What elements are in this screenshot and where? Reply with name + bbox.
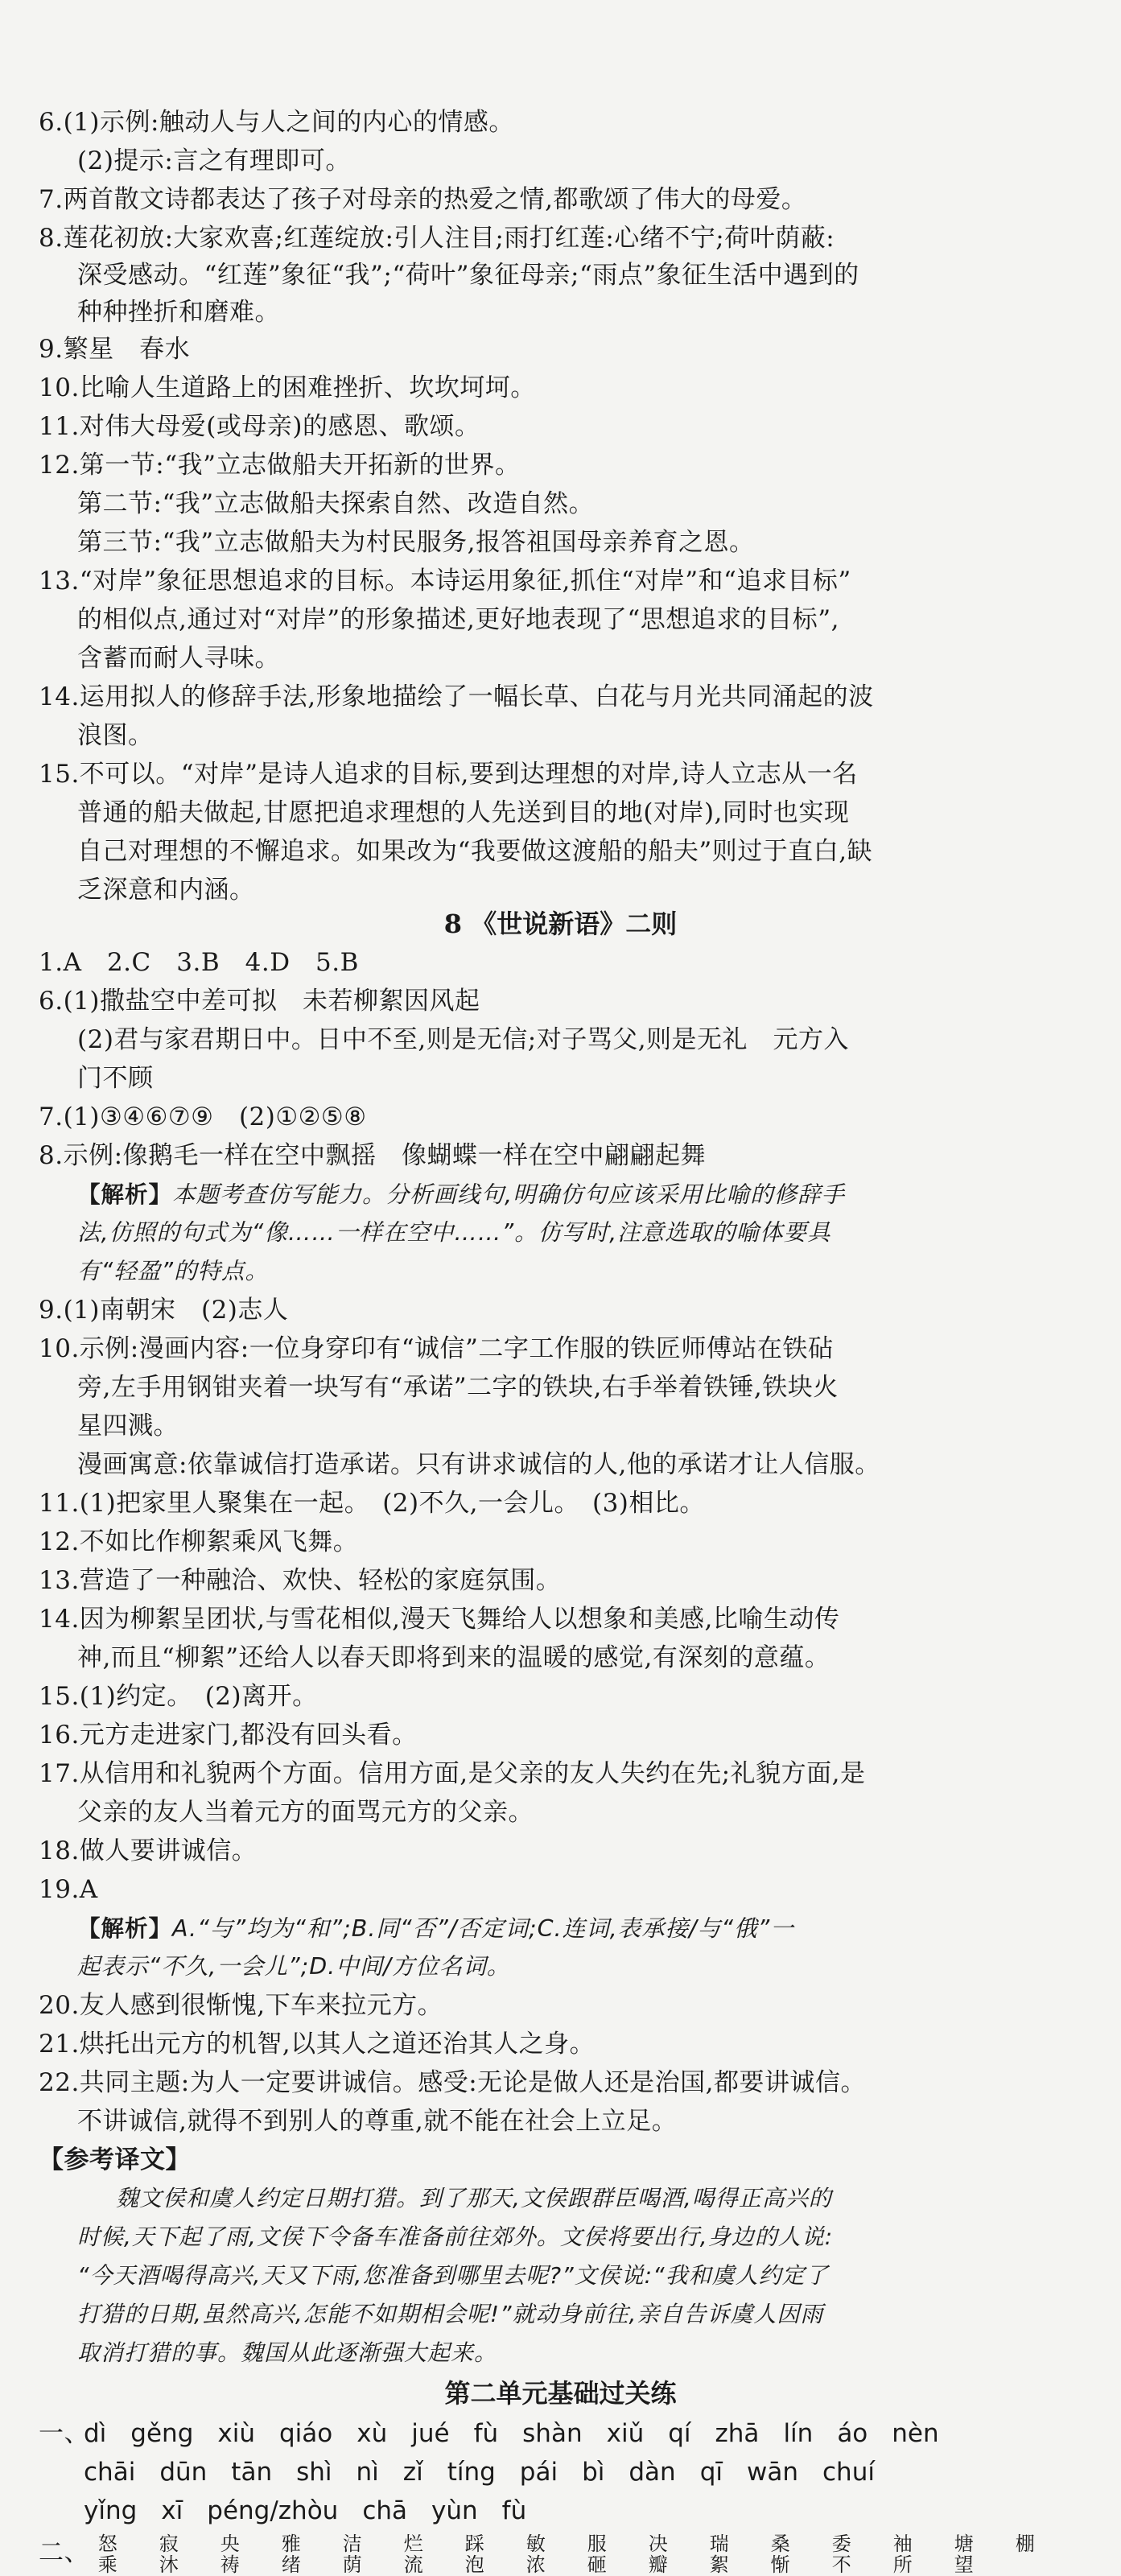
answer-line: 不讲诚信,就得不到别人的尊重,就不能在社会上立足。 [77, 2107, 678, 2136]
answer-line: 乏深意和内涵。 [77, 876, 255, 905]
hanzi-char: 荫 [342, 2553, 363, 2576]
chars-label: 二、 [39, 2538, 89, 2567]
answer-line: 20.友人感到很惭愧,下车来拉元方。 [39, 1991, 443, 2020]
answer-line: 第二节:“我”立志做船夫探索自然、改造自然。 [77, 489, 595, 518]
analysis-label: 【解析】 [77, 1914, 173, 1942]
answer-line: 15.(1)约定。 (2)离开。 [39, 1682, 318, 1711]
answer-line: 深受感动。“红莲”象征“我”;“荷叶”象征母亲;“雨点”象征生活中遇到的 [77, 261, 859, 290]
analysis-note: 法,仿照的句式为“像……一样在空中……”。仿写时,注意选取的喻体要具 [77, 1219, 831, 1246]
answer-line: 10.比喻人生道路上的困难挫折、坎坎坷坷。 [39, 373, 536, 402]
hanzi-char: 乘 [97, 2553, 118, 2576]
pinyin-syllable: fù [501, 2496, 527, 2525]
analysis-text: A.“与”均为“和”;B.同“否”/否定词;C.连词,表承接/与“俄”一 [172, 1915, 794, 1942]
hanzi-char: 敏 [525, 2533, 546, 2555]
pinyin-syllable: xī [161, 2496, 183, 2525]
pinyin-syllable: pái [519, 2458, 558, 2487]
answer-line: 12.不如比作柳絮乘风飞舞。 [39, 1527, 359, 1556]
hanzi-char: 浓 [525, 2553, 546, 2576]
pinyin-syllable: tān [231, 2458, 273, 2487]
hanzi-char: 泡 [464, 2553, 485, 2576]
pinyin-label: 一、 [39, 2419, 89, 2448]
answer-line: 种种挫折和磨难。 [77, 298, 280, 327]
pinyin-row [84, 2414, 1097, 2453]
answer-line: 14.因为柳絮呈团状,与雪花相似,漫天飞舞给人以想象和美感,比喻生动传 [39, 1605, 840, 1634]
hanzi-char: 不 [831, 2553, 852, 2576]
pinyin-syllable: qiáo [278, 2419, 333, 2448]
pinyin-syllable: shì [296, 2458, 332, 2487]
hanzi-char: 塘 [954, 2533, 975, 2555]
answer-line: 18.做人要讲诚信。 [39, 1836, 258, 1865]
hanzi-char: 砸 [587, 2553, 608, 2576]
chars-row [77, 2533, 1097, 2575]
pinyin-syllable: chuí [822, 2458, 875, 2487]
translation-heading: 【参考译文】 [39, 2145, 191, 2174]
translation-line: 时候,天下起了雨,文侯下令备车准备前往郊外。文侯将要出行,身边的人说: [77, 2224, 834, 2250]
pinyin-syllable: chāi [84, 2458, 136, 2487]
hanzi-char: 流 [403, 2553, 424, 2576]
analysis-note [77, 1175, 1097, 1214]
translation-line: 打猎的日期,虽然高兴,怎能不如期相会呢!”就动身前往,亲自告诉虞人因雨 [77, 2301, 824, 2327]
hanzi-char: 雅 [281, 2533, 302, 2555]
answer-line: 第三节:“我”立志做船夫为村民服务,报答祖国母亲养育之恩。 [77, 528, 755, 557]
pinyin-syllable: lín [783, 2419, 814, 2448]
pinyin-syllable: nèn [892, 2419, 939, 2448]
pinyin-syllable: yǐng [84, 2496, 138, 2525]
answer-line: 神,而且“柳絮”还给人以春天即将到来的温暖的感觉,有深刻的意蕴。 [77, 1643, 830, 1672]
translation-line: 取消打猎的事。魏国从此逐渐强大起来。 [77, 2339, 498, 2366]
answer-line: 13.营造了一种融洽、欢快、轻松的家庭氛围。 [39, 1566, 562, 1595]
answer-line: 7.(1)③④⑥⑦⑨ (2)①②⑤⑧ [39, 1103, 367, 1131]
answer-line: 6.(1)撒盐空中差可拟 未若柳絮因风起 [39, 987, 480, 1016]
answer-line: 漫画寓意:依靠诚信打造承诺。只有讲求诚信的人,他的承诺才让人信服。 [77, 1450, 880, 1479]
analysis-note [77, 1909, 1097, 1948]
pinyin-syllable: dūn [159, 2458, 208, 2487]
translation-line: “今天酒喝得高兴,天又下雨,您准备到哪里去呢?”文侯说:“我和虞人约定了 [77, 2262, 829, 2289]
answer-line: 19.A [39, 1875, 98, 1904]
hanzi-char: 央 [220, 2533, 241, 2555]
pinyin-syllable: wān [747, 2458, 798, 2487]
analysis-label: 【解析】 [77, 1181, 173, 1208]
hanzi-char: 祷 [220, 2553, 241, 2576]
pinyin-syllable: dì [84, 2419, 107, 2448]
answer-line: 15.不可以。“对岸”是诗人追求的目标,要到达理想的对岸,诗人立志从一名 [39, 760, 858, 789]
hanzi-char: 怒 [97, 2533, 118, 2555]
pinyin-syllable: nì [356, 2458, 379, 2487]
hanzi-char: 瓣 [648, 2553, 669, 2576]
analysis-note: 起表示“不久,一会儿”;D.中间/方位名词。 [77, 1953, 511, 1980]
answer-line: 门不顾 [77, 1064, 154, 1093]
hanzi-char: 沐 [159, 2553, 179, 2576]
hanzi-char: 绪 [281, 2553, 302, 2576]
answer-line: 1.A 2.C 3.B 4.D 5.B [39, 948, 359, 977]
translation-line: 魏文侯和虞人约定日期打猎。到了那天,文侯跟群臣喝酒,喝得正高兴的 [116, 2185, 832, 2211]
pinyin-syllable: shàn [522, 2419, 583, 2448]
pinyin-syllable: áo [837, 2419, 868, 2448]
hanzi-char: 所 [892, 2553, 913, 2576]
hanzi-char: 棚 [1015, 2533, 1036, 2555]
answer-line: 星四溅。 [77, 1412, 179, 1440]
pinyin-syllable: jué [411, 2419, 450, 2448]
pinyin-row [84, 2492, 1097, 2530]
answer-line: 14.运用拟人的修辞手法,形象地描绘了一幅长草、白花与月光共同涌起的波 [39, 682, 874, 711]
hanzi-char: 踩 [464, 2533, 485, 2555]
hanzi-char: 服 [587, 2533, 608, 2555]
pinyin-syllable: chā [362, 2496, 408, 2525]
pinyin-syllable: qī [699, 2458, 723, 2487]
hanzi-char: 瑞 [709, 2533, 730, 2555]
answer-line: 自己对理想的不懈追求。如果改为“我要做这渡船的船夫”则过于直白,缺 [77, 837, 873, 866]
answer-line: 12.第一节:“我”立志做船夫开拓新的世界。 [39, 451, 521, 480]
pinyin-syllable: xiǔ [606, 2419, 645, 2448]
answer-line: 普通的船夫做起,甘愿把追求理想的人先送到目的地(对岸),同时也实现 [77, 798, 850, 827]
pinyin-syllable: yùn [431, 2496, 478, 2525]
analysis-note: 有“轻盈”的特点。 [77, 1258, 270, 1284]
pinyin-syllable: gěng [130, 2419, 194, 2448]
pinyin-syllable: zǐ [402, 2458, 423, 2487]
answer-line: 7.两首散文诗都表达了孩子对母亲的热爱之情,都歌颂了伟大的母爱。 [39, 185, 807, 214]
section-title: 8 《世说新语》二则 [443, 909, 678, 939]
pinyin-syllable: qí [668, 2419, 691, 2448]
answer-line: 9.繁星 春水 [39, 335, 191, 364]
hanzi-char: 桑 [770, 2533, 791, 2555]
hanzi-char: 决 [648, 2533, 669, 2555]
analysis-text: 本题考查仿写能力。分析画线句,明确仿句应该采用比喻的修辞手 [172, 1181, 846, 1208]
pinyin-syllable: fù [473, 2419, 499, 2448]
answer-line: 含蓄而耐人寻味。 [77, 644, 280, 673]
pinyin-syllable: bì [582, 2458, 605, 2487]
pinyin-syllable: tíng [447, 2458, 496, 2487]
unit-title: 第二单元基础过关练 [444, 2378, 677, 2409]
answer-line: 10.示例:漫画内容:一位身穿印有“诚信”二字工作服的铁匠师傅站在铁砧 [39, 1334, 834, 1363]
hanzi-char: 寂 [159, 2533, 179, 2555]
answer-line: 21.烘托出元方的机智,以其人之道还治其人之身。 [39, 2030, 596, 2059]
answer-line: 11.对伟大母爱(或母亲)的感恩、歌颂。 [39, 412, 480, 441]
answer-line: 13.“对岸”象征思想追求的目标。本诗运用象征,抓住“对岸”和“追求目标” [39, 567, 851, 596]
pinyin-syllable: dàn [629, 2458, 676, 2487]
hanzi-char: 袖 [892, 2533, 913, 2555]
hanzi-char: 望 [954, 2553, 975, 2576]
answer-line: 16.元方走进家门,都没有回头看。 [39, 1721, 418, 1750]
answer-line: 22.共同主题:为人一定要讲诚信。感受:无论是做人还是治国,都要讲诚信。 [39, 2068, 867, 2097]
answer-line: 浪图。 [77, 721, 154, 750]
answer-line: 6.(1)示例:触动人与人之间的内心的情感。 [39, 108, 514, 137]
hanzi-char: 絮 [709, 2553, 730, 2576]
answer-line: 的相似点,通过对“对岸”的形象描述,更好地表现了“思想追求的目标”, [77, 605, 839, 634]
pinyin-syllable: zhā [715, 2419, 760, 2448]
pinyin-syllable: xù [356, 2419, 388, 2448]
answer-line: 9.(1)南朝宋 (2)志人 [39, 1296, 289, 1325]
hanzi-char: 洁 [342, 2533, 363, 2555]
hanzi-char: 烂 [403, 2533, 424, 2555]
pinyin-row [84, 2453, 1097, 2492]
hanzi-char: 惭 [770, 2553, 791, 2576]
pinyin-syllable: xiù [217, 2419, 255, 2448]
pinyin-syllable: péng/zhòu [207, 2496, 339, 2525]
hanzi-char: 委 [831, 2533, 852, 2555]
answer-line: (2)提示:言之有理即可。 [77, 146, 351, 175]
answer-line: 父亲的友人当着元方的面骂元方的父亲。 [77, 1798, 534, 1827]
answer-line: 旁,左手用钢钳夹着一块写有“承诺”二字的铁块,右手举着铁锤,铁块火 [77, 1373, 839, 1402]
answer-line: 11.(1)把家里人聚集在一起。 (2)不久,一会儿。 (3)相比。 [39, 1489, 705, 1518]
answer-line: 8.莲花初放:大家欢喜;红莲绽放:引人注目;雨打红莲:心绪不宁;荷叶荫蔽: [39, 224, 835, 253]
answer-line: (2)君与家君期日中。日中不至,则是无信;对子骂父,则是无礼 元方入 [77, 1025, 850, 1054]
answer-line: 17.从信用和礼貌两个方面。信用方面,是父亲的友人失约在先;礼貌方面,是 [39, 1759, 866, 1788]
answer-line: 8.示例:像鹅毛一样在空中飘摇 像蝴蝶一样在空中翩翩起舞 [39, 1141, 707, 1170]
